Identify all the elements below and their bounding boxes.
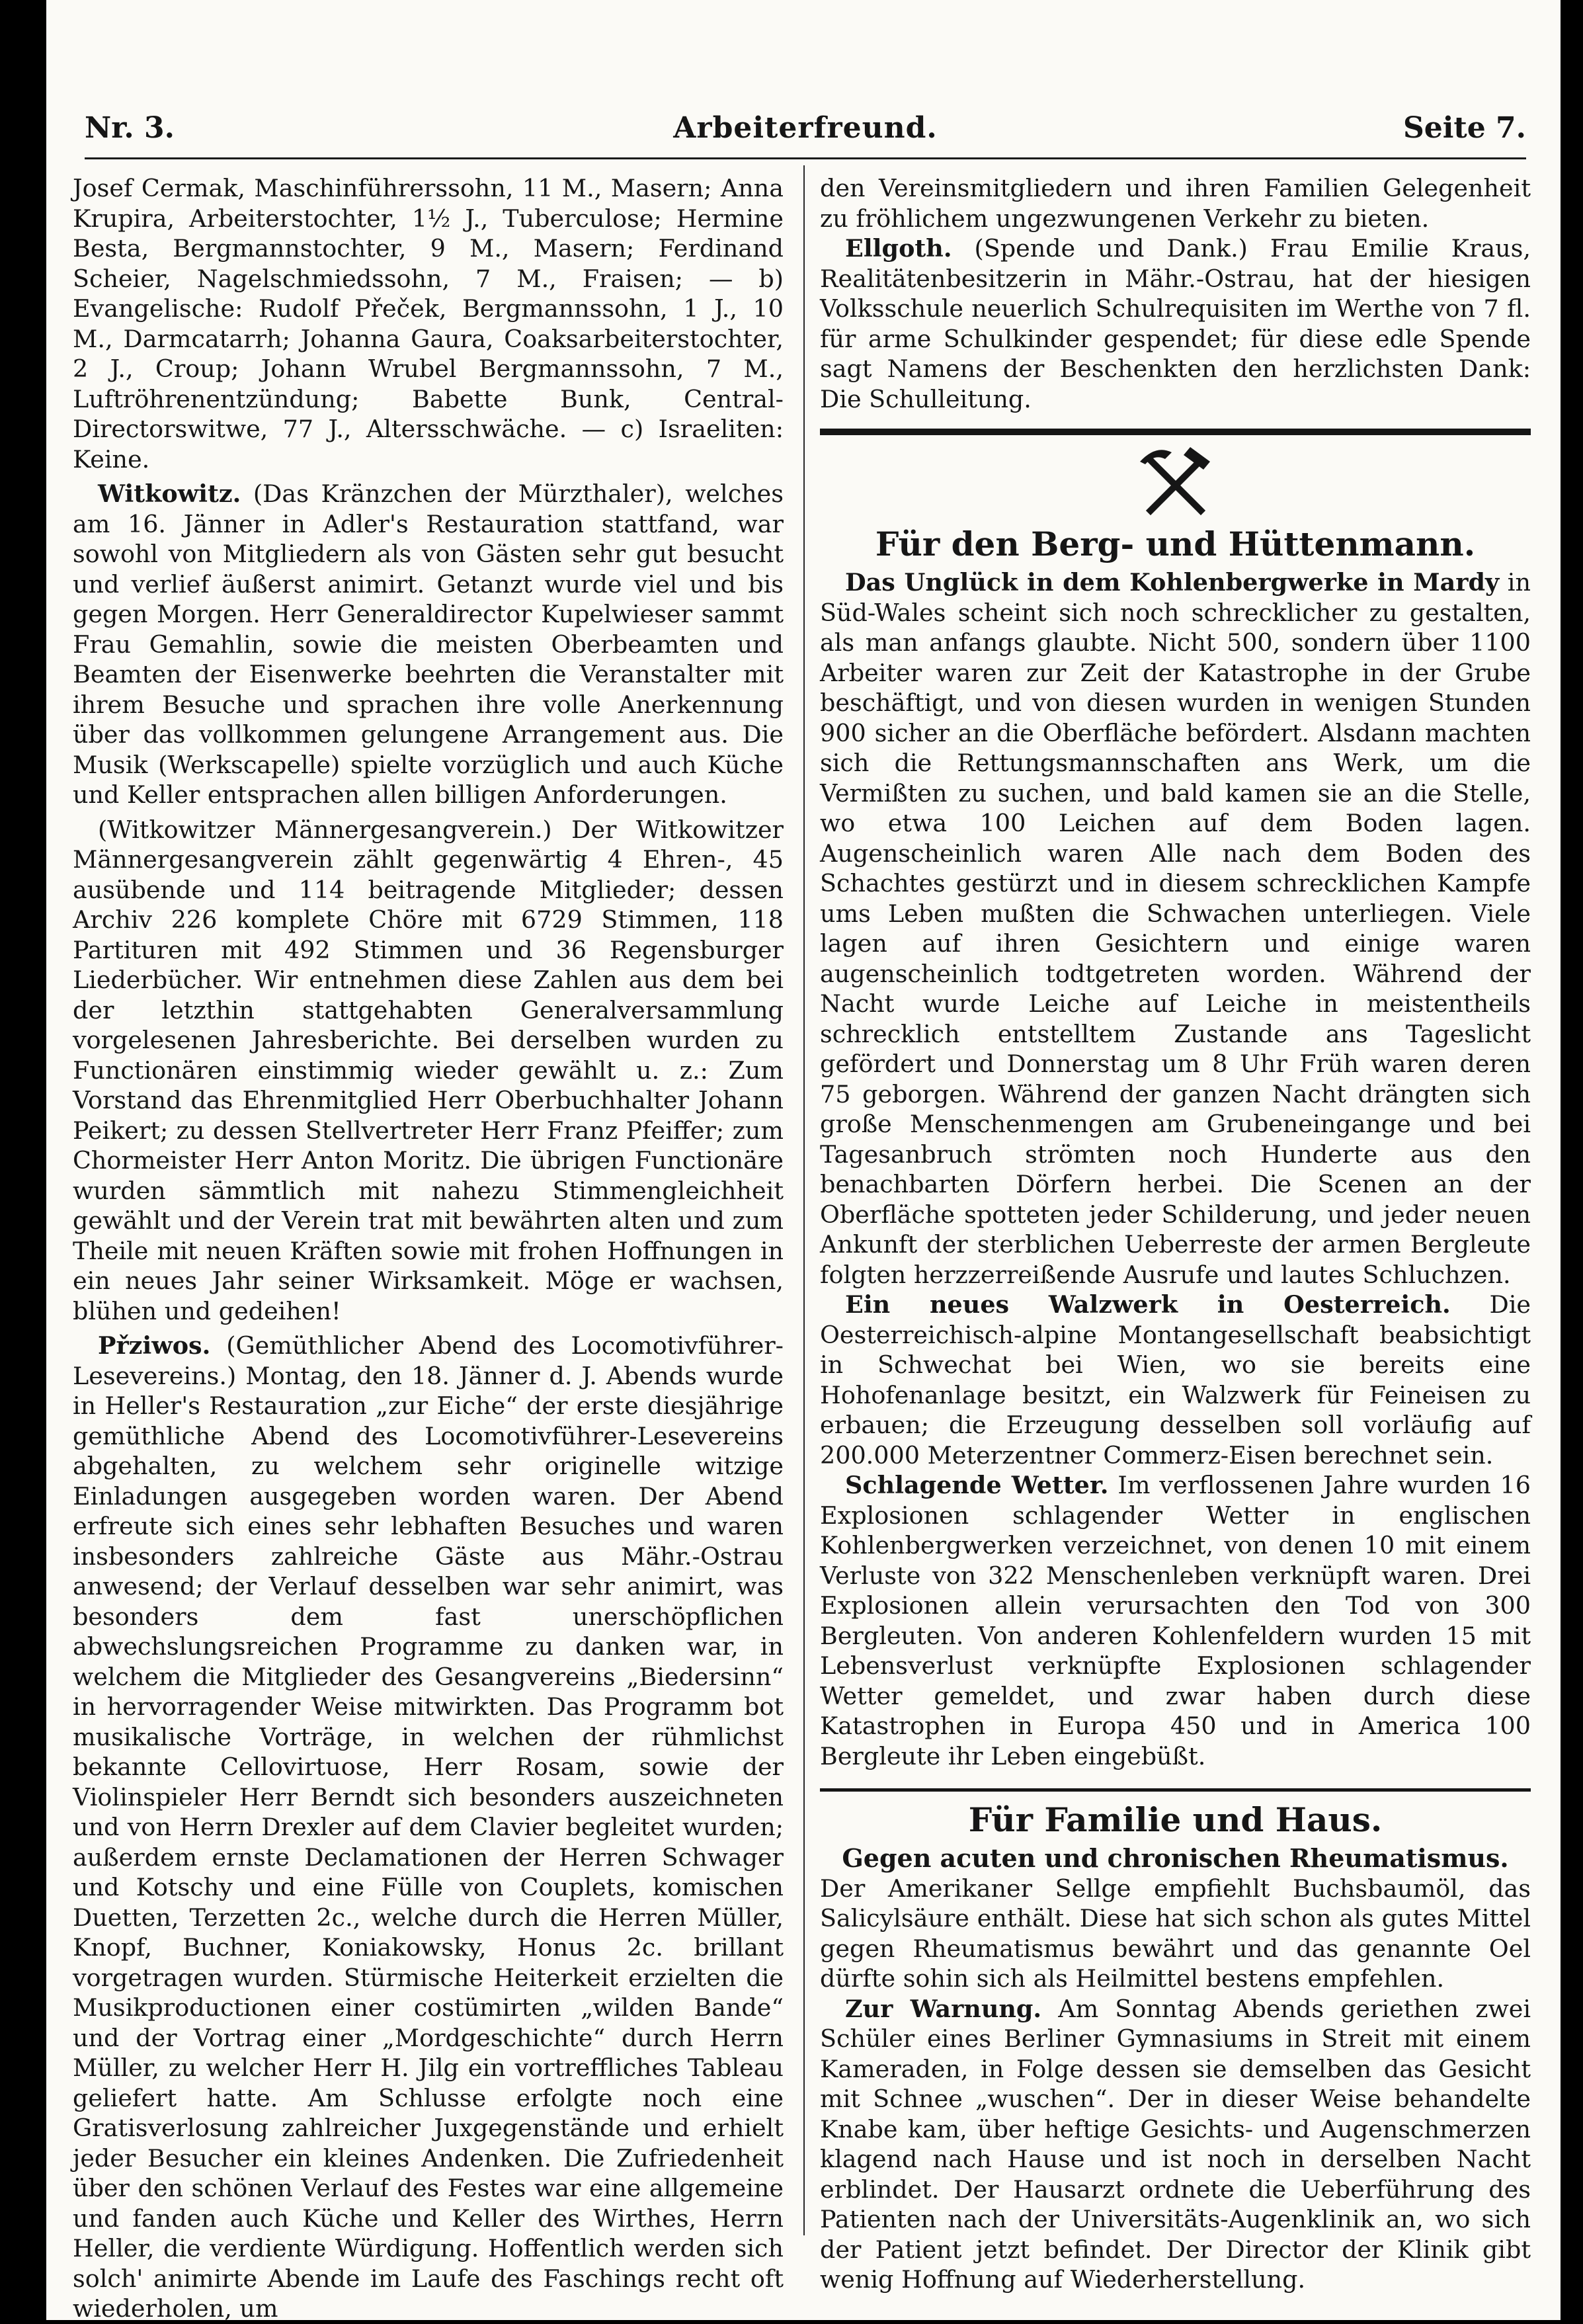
hammer-and-pick-icon bbox=[820, 442, 1531, 520]
article-lead: Das Unglück in dem Kohlenbergwerke in Mardy bbox=[845, 568, 1500, 597]
article-paragraph: Zur Warnung. Am Sonntag Abends geriethen zwei Schüler eines Berliner Gymnasiums in Streit mit einem Kameraden, in Folge dessen sie demselben das Gesicht mit Schnee „wuschen“. Der in dieser Weise behandelte Knabe kam, über heftige Gesichts- und Augenschmerzen klagend nach Hause und ist noch in derselben Nacht erblindet. Der Hausarzt ordnete die Ueberführung des Patienten nach der Universitäts-Augenklinik an, wo sich der Patient jetzt befindet. Der Director der Klinik gibt wenig Hoffnung auf Wiederherstellung. bbox=[820, 1994, 1531, 2294]
article-paragraph: Schlagende Wetter. Im verflossenen Jahre wurden 16 Explosionen schlagender Wetter in englischen Kohlenbergwerken verzeichnet, von denen 10 mit einem Verluste von 322 Menschenleben verknüpft waren. Drei Explosionen allein verursachten den Tod von 300 Bergleuten. Von anderen Kohlenfeldern wurden 15 mit Lebensverlust verknüpfte Explosionen schlagender Wetter gemeldet, und zwar haben durch diese Katastrophen in Europa 450 und in America 100 Bergleute ihr Leben eingebüßt. bbox=[820, 1471, 1531, 1770]
issue-number: Nr. 3. bbox=[85, 111, 175, 145]
article-lead: Witkowitz. bbox=[98, 479, 241, 508]
masthead-title: Arbeiterfreund. bbox=[673, 111, 938, 145]
newspaper-page bbox=[46, 0, 1561, 2323]
article-lead: Ellgoth. bbox=[845, 234, 952, 263]
column-divider bbox=[803, 165, 805, 2235]
left-column bbox=[73, 173, 784, 2324]
article-paragraph: Ellgoth. (Spende und Dank.) Frau Emilie Kraus, Realitätenbesitzerin in Mähr.-Ostrau, hat der hiesigen Volksschule neuerlich Schulrequisiten im Werthe von 7 fl. für arme Schulkinder gespendet; für diese edle Spende sagt Namens der Beschenkten den herzlichsten Dank: Die Schulleitung. bbox=[820, 234, 1531, 413]
article-lead: Zur Warnung. bbox=[845, 1994, 1042, 2023]
section-rule bbox=[820, 429, 1531, 435]
article-paragraph: Ein neues Walzwerk in Oesterreich. Die Oesterreichisch-alpine Montangesellschaft beabsichtigt in Schwechat bei Wien, wo sie bereits eine Hohofenanlage besitzt, ein Walzwerk für Feineisen zu erbauen; die Erzeugung desselben soll vorläufig auf 200.000 Meterzentner Commerz-Eisen berechnet sein. bbox=[820, 1290, 1531, 1470]
page-number: Seite 7. bbox=[1402, 111, 1526, 145]
article-paragraph: Přziwos. (Gemüthlicher Abend des Locomotivführer-Lesevereins.) Montag, den 18. Jänner d. J. Abends wurde in Heller's Restauration „zur Eiche“ der erste diesjährige gemüthliche Abend des Locomotivführer-Lesevereins abgehalten, zu welchem sehr originelle witzige Einladungen ausgegeben worden waren. Der Abend erfreute sich eines sehr lebhaften Besuches und waren insbesonders zahlreiche Gäste aus Mähr.-Ostrau anwesend; der Verlauf desselben war sehr animirt, was besonders dem fast unerschöpflichen abwechslungsreichen Programme zu danken war, in welchem die Mitglieder des Gesangvereins „Biedersinn“ in hervorragender Weise mitwirkten. Das Programm bot musikalische Vorträge, in welchen der rühmlichst bekannte Cellovirtuose, Herr Rosam, sowie der Violinspieler Herr Berndt sich besonders auszeichneten und von Herrn Drexler auf dem Clavier begleitet wurden; außerdem ernste Declamationen der Herren Schwager und Kotschy und eine Fülle von Couplets, komischen Duetten, Terzetten 2c., welche durch die Herren Müller, Knopf, Buchner, Koniakowsky, Honus 2c. brillant vorgetragen wurden. Stürmische Heiterkeit erzielten die Musikproductionen einer costümirten „wilden Bande“ und der Vortrag einer „Mordgeschichte“ durch Herrn Müller, zu welcher Herr H. Jilg ein vortreffliches Tableau geliefert hatte. Am Schlusse erfolgte noch eine Gratisverlosung zahlreicher Juxgegenstände und erhielt jeder Besucher ein kleines Andenken. Die Zufriedenheit über den schönen Verlauf des Festes war eine allgemeine und fanden auch Küche und Keller des Wirthes, Herrn Heller, die verdiente Würdigung. Hoffentlich werden sich solch' animirte Abende im Laufe des Faschings recht oft wiederholen, um bbox=[73, 1331, 784, 2323]
article-paragraph: Josef Cermak, Maschinführerssohn, 11 M., Masern; Anna Krupira, Arbeiterstochter, 1½ J., Tuberculose; Hermine Besta, Bergmannstochter, 9 M., Masern; Ferdinand Scheier, Nagelschmiedssohn, 7 M., Fraisen; — b) Evangelische: Rudolf Přeček, Bergmannssohn, 1 J., 10 M., Darmcatarrh; Johanna Gaura, Coaksarbeiterstochter, 2 J., Croup; Johann Wrubel Bergmannssohn, 7 M., Luftröhrenentzündung; Babette Bunk, Central-Directorswitwe, 77 J., Altersschwäche. — c) Israeliten: Keine. bbox=[73, 174, 784, 474]
article-paragraph: Witkowitz. (Das Kränzchen der Mürzthaler), welches am 16. Jänner in Adler's Restauration stattfand, war sowohl von Mitgliedern als von Gästen sehr gut besucht und verlief äußerst animirt. Getanzt wurde viel und bis gegen Morgen. Herr Generaldirector Kupelwieser sammt Frau Gemahlin, sowie die meisten Oberbeamten und Beamten der Eisenwerke beehrten die Veranstalter mit ihrem Besuche und sprachen ihre volle Anerkennung über das vollkommen gelungene Arrangement aus. Die Musik (Werkscapelle) spielte vorzüglich und auch Küche und Keller entsprachen allen billigen Anforderungen. bbox=[73, 479, 784, 809]
header-rule bbox=[85, 157, 1526, 159]
article-subtitle: Gegen acuten und chronischen Rheumatismus. bbox=[842, 1843, 1509, 1873]
family-section-title: Für Familie und Haus. bbox=[968, 1800, 1383, 1839]
article-paragraph: Das Unglück in dem Kohlenbergwerke in Mardy in Süd-Wales scheint sich noch schrecklicher zu gestalten, als man anfangs glaubte. Nicht 500, sondern über 1100 Arbeiter waren zur Zeit der Katastrophe in der Grube beschäftigt, und von diesen wurden in wenigen Stunden 900 sicher an die Oberfläche befördert. Alsdann machten sich die Rettungsmannschaften ans Werk, um die Vermißten zu suchen, und bald kamen sie an die Stelle, wo etwa 100 Leichen auf dem Boden lagen. Augenscheinlich waren Alle nach dem Boden des Schachtes gestürzt und in diesem schrecklichen Kampfe ums Leben mußten die Schwachen unterliegen. Viele lagen auf ihren Gesichtern und einige waren augenscheinlich todtgetreten worden. Während der Nacht wurde Leiche auf Leiche in meistentheils schrecklich entstelltem Zustande ans Tageslicht gefördert und Donnerstag um 8 Uhr Früh waren deren 75 geborgen. Während der ganzen Nacht drängten sich große Menschenmengen am Grubeneingange und bei Tagesanbruch strömten noch Hunderte aus den benachbarten Dörfern herbei. Die Scenen an der Oberfläche spotteten jeder Schilderung, und jeder neuen Ankunft der sterblichen Ueberreste der armen Bergleute folgten herzzerreißende Ausrufe und lautes Schluchzen. bbox=[820, 568, 1531, 1289]
article-paragraph: den Vereinsmitgliedern und ihren Familien Gelegenheit zu fröhlichem ungezwungenen Verkehr zu bieten. bbox=[820, 174, 1531, 233]
section-rule bbox=[820, 1788, 1531, 1792]
article-lead: Přziwos. bbox=[98, 1331, 211, 1360]
mining-section-title: Für den Berg- und Hüttenmann. bbox=[875, 524, 1476, 563]
article-paragraph: Der Amerikaner Sellge empfiehlt Buchsbaumöl, das Salicylsäure enthält. Diese hat sich schon als gutes Mittel gegen Rheumatismus bewährt und das genannte Oel dürfte sohin sich als Heilmittel bestens empfehlen. bbox=[820, 1874, 1531, 1993]
article-lead: Schlagende Wetter. bbox=[845, 1471, 1109, 1499]
right-column bbox=[820, 173, 1531, 2295]
article-paragraph: (Witkowitzer Männergesangverein.) Der Witkowitzer Männergesangverein zählt gegenwärtig 4 Ehren-, 45 ausübende und 114 beitragende Mitglieder; dessen Archiv 226 komplete Chöre mit 6729 Stimmen, 118 Partituren mit 492 Stimmen und 36 Regensburger Liederbücher. Wir entnehmen diese Zahlen aus dem bei der letzthin stattgehabten Generalversammlung vorgelesenen Jahresberichte. Bei derselben wurden zu Functionären einstimmig wieder gewählt u. z.: Zum Vorstand das Ehrenmitglied Herr Oberbuchhalter Johann Peikert; zu dessen Stellvertreter Herr Franz Pfeiffer; zum Chormeister Herr Anton Moritz. Die übrigen Functionäre wurden sämmtlich mit nahezu Stimmengleichheit gewählt und der Verein trat mit bewährten alten und zum Theile mit neuen Kräften sowie mit frohen Hoffnungen in ein neues Jahr seiner Wirksamkeit. Möge er wachsen, blühen und gedeihen! bbox=[73, 815, 784, 1325]
article-lead: Ein neues Walzwerk in Oesterreich. bbox=[845, 1290, 1451, 1319]
page-header bbox=[85, 111, 1526, 157]
